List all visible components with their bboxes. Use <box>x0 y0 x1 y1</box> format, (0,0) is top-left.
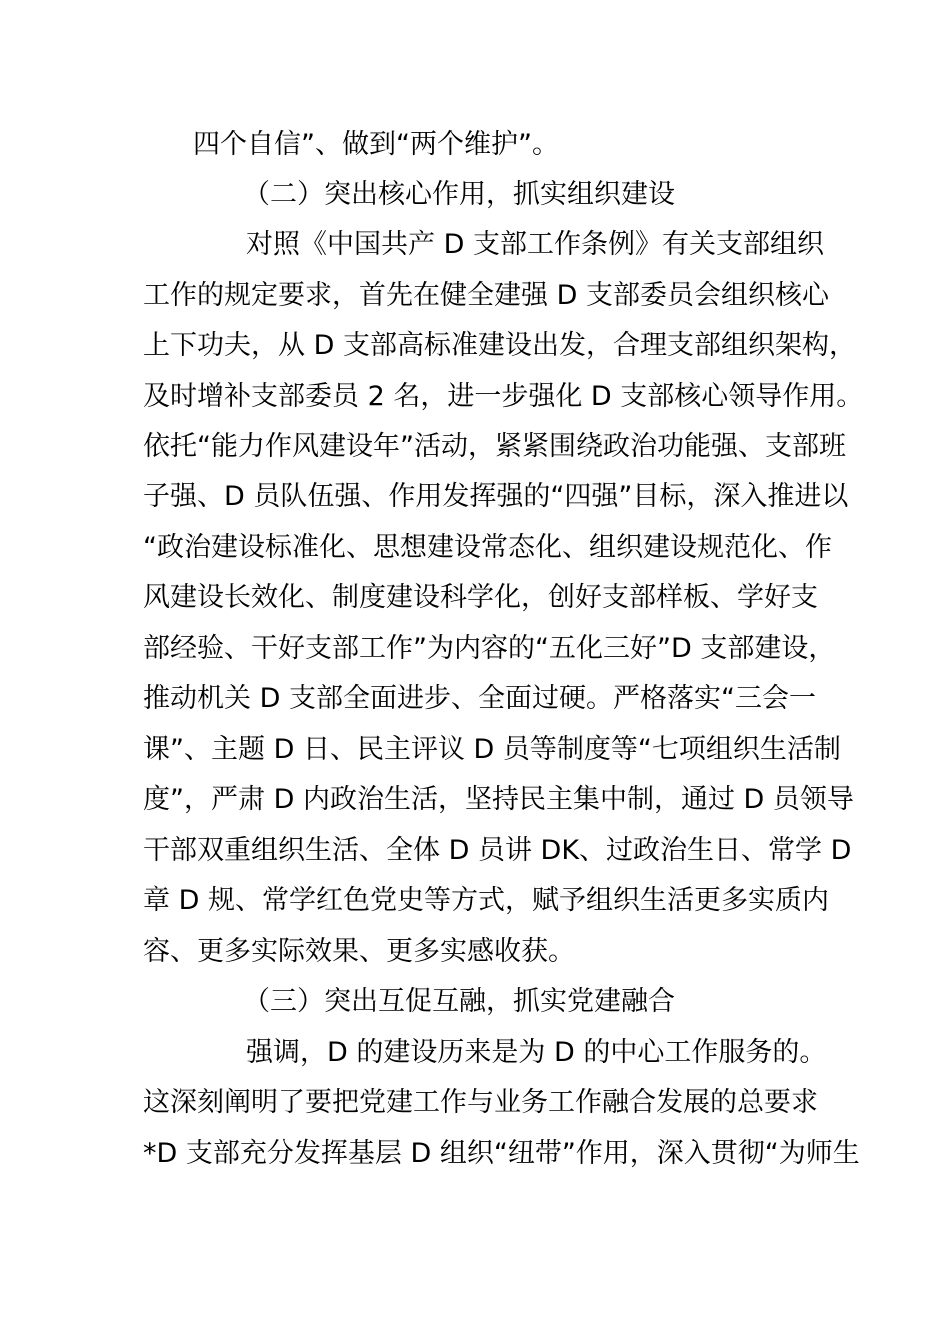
text-line-20: 这深刻阐明了要把党建工作与业务工作融合发展的总要求 <box>143 1087 818 1118</box>
text-line-9: “政治建设标准化、思想建设常态化、组织建设规范化、作 <box>143 532 832 563</box>
text-line-3: 对照《中国共产 D 支部工作条例》有关支部组织 <box>246 229 824 260</box>
text-line-16: 章 D 规、常学红色党史等方式，赋予组织生活更多实质内 <box>143 885 829 916</box>
text-line-15: 干部双重组织生活、全体 D 员讲 DK、过政治生日、常学 D <box>143 835 852 866</box>
text-line-21: *D 支部充分发挥基层 D 组织“纽带”作用，深入贯彻“为师生 <box>143 1138 860 1169</box>
text-line-14: 度”，严肃 D 内政治生活，坚持民主集中制，通过 D 员领导 <box>143 784 854 815</box>
text-line-19: 强调，D 的建设历来是为 D 的中心工作服务的。 <box>246 1037 827 1068</box>
text-line-4: 工作的规定要求，首先在健全建强 D 支部委员会组织核心 <box>143 280 829 311</box>
text-line-6: 及时增补支部委员 2 名，进一步强化 D 支部核心领导作用。 <box>143 381 864 412</box>
text-line-8: 子强、D 员队伍强、作用发挥强的“四强”目标，深入推进以 <box>143 481 849 512</box>
text-line-5: 上下功夫，从 D 支部高标准建设出发，合理支部组织架构， <box>143 330 856 361</box>
section-heading-2: （二）突出核心作用，抓实组织建设 <box>243 179 675 210</box>
text-line-12: 推动机关 D 支部全面进步、全面过硬。严格落实“三会一 <box>143 683 816 714</box>
text-line-11: 部经验、干好支部工作”为内容的“五化三好”D 支部建设， <box>143 633 836 664</box>
text-line-1: 四个自信”、做到“两个维护”。 <box>193 129 559 160</box>
text-line-17: 容、更多实际效果、更多实感收获。 <box>143 936 575 967</box>
text-line-10: 风建设长效化、制度建设科学化，创好支部样板、学好支 <box>143 582 818 613</box>
section-heading-18: （三）突出互促互融，抓实党建融合 <box>243 986 675 1017</box>
text-line-13: 课”、主题 D 日、民主评议 D 员等制度等“七项组织生活制 <box>143 734 841 765</box>
text-line-7: 依托“能力作风建设年”活动，紧紧围绕政治功能强、支部班 <box>143 431 846 462</box>
